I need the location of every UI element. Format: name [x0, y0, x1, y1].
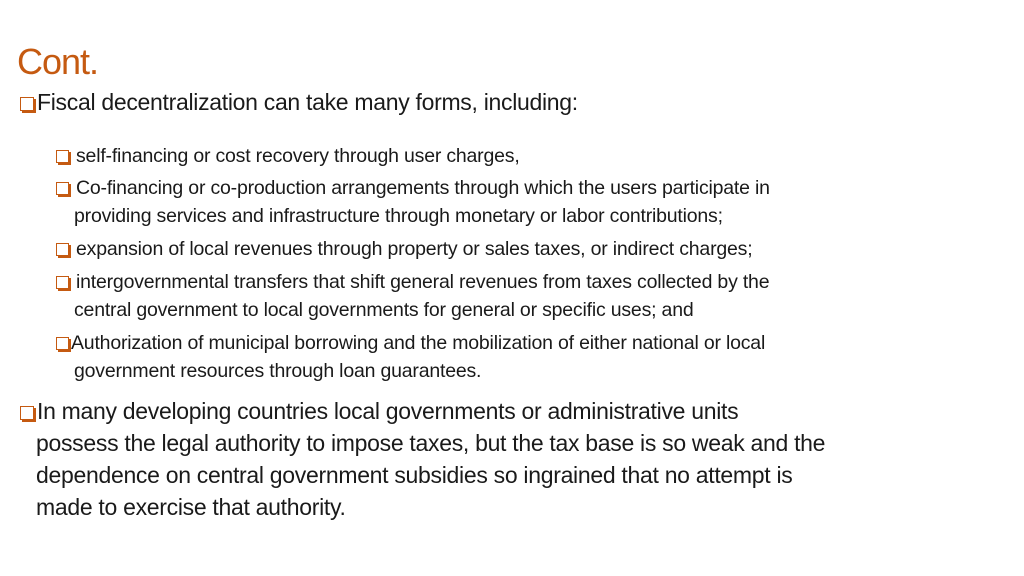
sub-bullet-text: self-financing or cost recovery through user charges,	[76, 145, 520, 167]
square-bullet-icon	[20, 97, 34, 111]
bullet-text: Fiscal decentralization can take many forms, including:	[37, 89, 578, 115]
square-bullet-icon	[56, 150, 69, 163]
sub-bullet-text: Authorization of municipal borrowing and the mobilization of either national or local	[71, 332, 766, 354]
sub-bullet-local-revenues	[56, 236, 1006, 264]
bullet-point-developing-countries	[20, 395, 1010, 523]
sub-bullet-self-financing	[56, 143, 1006, 171]
square-bullet-icon	[56, 276, 69, 289]
sub-bullet-municipal-borrowing	[56, 330, 1006, 385]
square-bullet-icon	[20, 406, 34, 420]
sub-bullet-text-continued: government resources through loan guarantees.	[74, 359, 482, 382]
bullet-text: In many developing countries local governments or administrative units	[37, 398, 739, 424]
bullet-point-fiscal-decentralization	[20, 86, 1010, 118]
bullet-text-continued: possess the legal authority to impose taxes, but the tax base is so weak and the	[36, 430, 826, 456]
sub-bullet-text: expansion of local revenues through property or sales taxes, or indirect charges;	[76, 238, 753, 260]
sub-bullet-text: intergovernmental transfers that shift general revenues from taxes collected by the	[76, 271, 770, 293]
square-bullet-icon	[56, 182, 69, 195]
bullet-text-continued: dependence on central government subsidies so ingrained that no attempt is	[36, 462, 793, 488]
square-bullet-icon	[56, 243, 69, 256]
sub-bullet-text-continued: central government to local governments for general or specific uses; and	[74, 298, 694, 321]
bullet-text-continued: made to exercise that authority.	[36, 494, 346, 520]
slide-title: Cont.	[17, 41, 99, 82]
sub-bullet-intergovernmental-transfers	[56, 269, 1006, 324]
sub-bullet-text-continued: providing services and infrastructure through monetary or labor contributions;	[74, 204, 723, 227]
sub-bullet-text: Co-financing or co-production arrangements through which the users participate in	[76, 177, 770, 199]
square-bullet-icon	[56, 337, 69, 350]
sub-bullet-co-financing	[56, 175, 1006, 230]
